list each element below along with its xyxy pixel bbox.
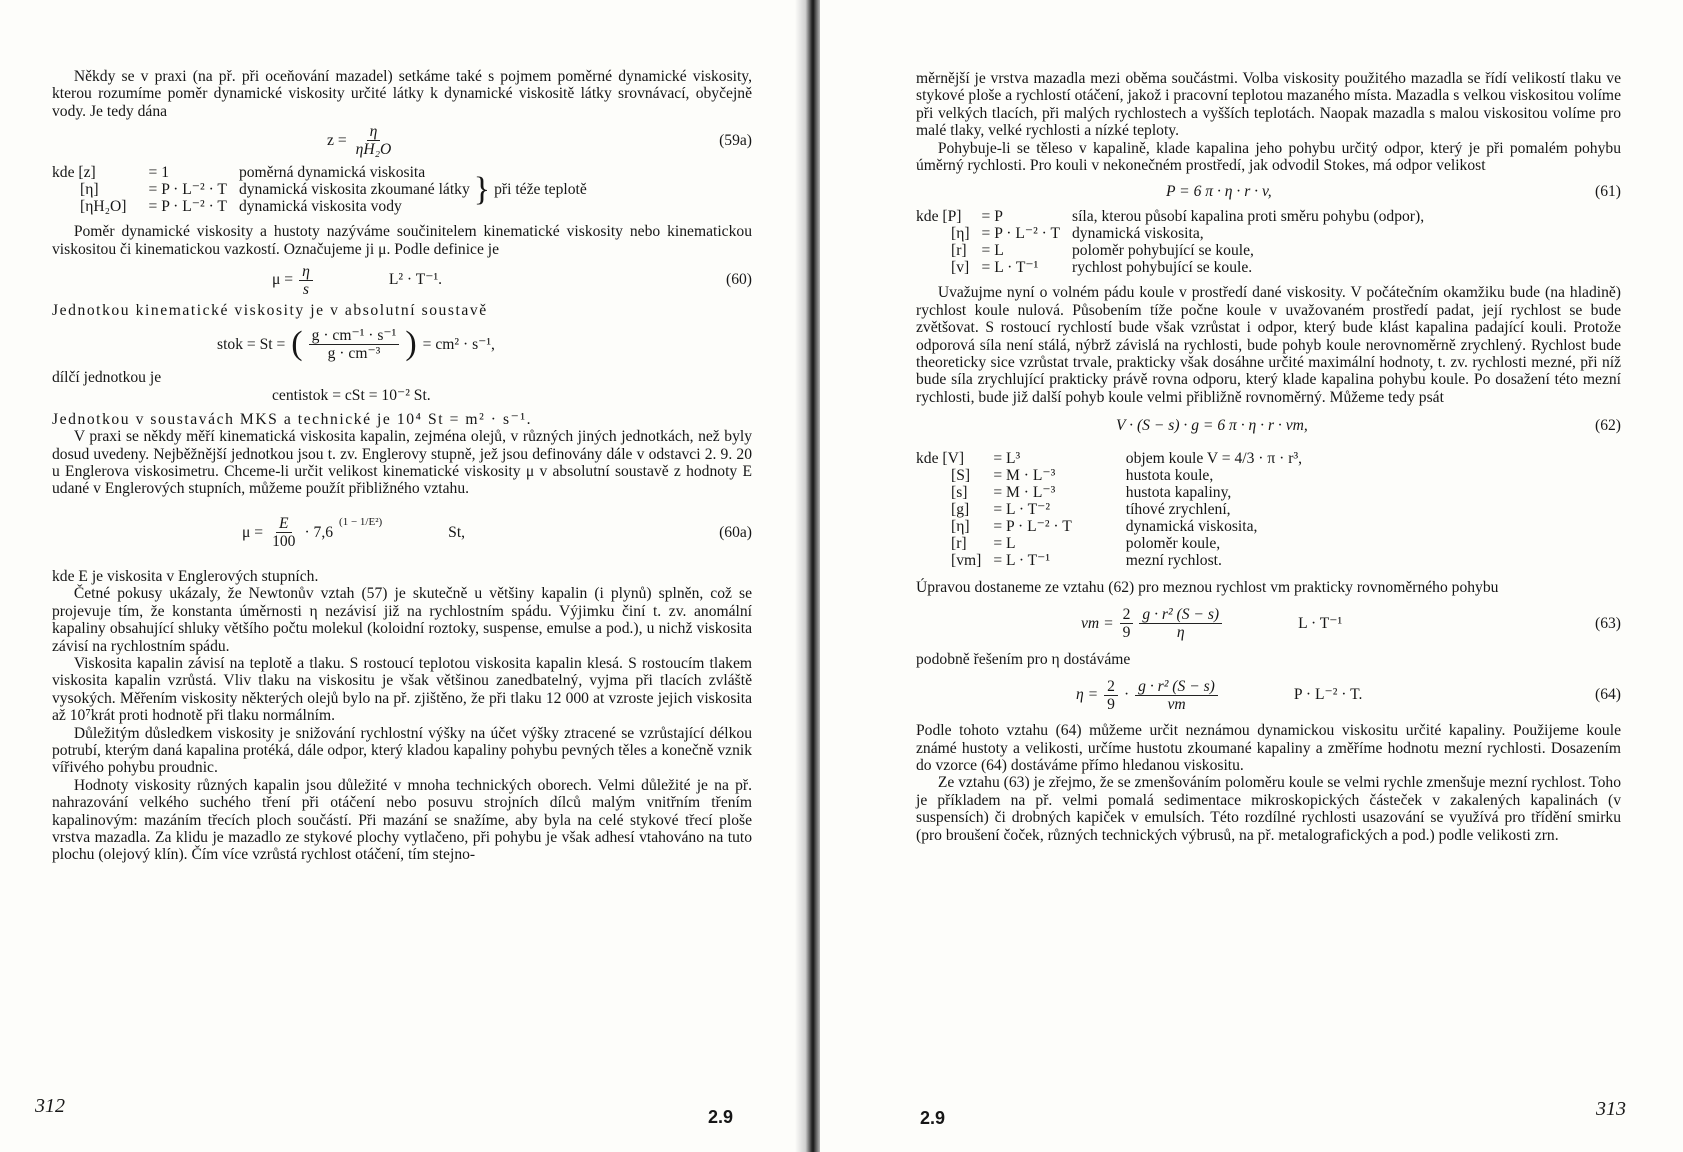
equation-unit: L · T⁻¹ <box>1298 614 1343 632</box>
denominator: ηH₂O <box>355 140 392 158</box>
paragraph: Poměr dynamické viskosity a hustoty nazýváme součinitelem kinematické viskosity nebo kinematickou viskositou či kinematickou vazkostí. Označujeme ji μ. Podle definice je <box>52 223 752 258</box>
paragraph: dílčí jednotkou je <box>52 369 162 387</box>
definitions-59a <box>52 164 752 215</box>
paragraph: Jednotkou v soustavách MKS a technické je 10⁴ St = m² · s⁻¹. <box>52 410 533 428</box>
definition-desc: dynamická viskosita vody <box>238 198 402 216</box>
definition-row <box>916 450 1306 467</box>
section-marker: 2.9 <box>920 1108 946 1128</box>
definition-unit: = P · L⁻² · T <box>148 181 227 199</box>
definition-unit: = P <box>981 208 1003 226</box>
equation-60a <box>52 498 752 568</box>
definition-desc: poloměr koule, <box>1125 535 1221 553</box>
equation-mid: · 7,6 <box>304 524 334 542</box>
definition-symbol: [r] <box>951 242 967 260</box>
definition-row <box>916 535 1306 552</box>
definition-row <box>916 208 1428 225</box>
paren-right: ) <box>405 325 417 363</box>
definition-symbol: kde [z] <box>52 164 96 182</box>
equation-59a <box>52 120 752 160</box>
definition-symbol: [η] <box>951 518 970 536</box>
paragraph: Viskosita kapalin závisí na teplotě a tlaku. S rostoucí teplotou viskosita kapalin klesá. S rostoucím tlakem viskosita kapalin vzrůstá. Vliv tlaku na viskositu je však většinou zanedbatelný, vyjma při tlacích zvláště vysokých. Měřením viskosity některých olejů bylo na př. zjištěno, že při tlaku 12 000 at vzroste jejich viskosita až 10⁷krát proti hodnotě při tlaku normálním. <box>52 654 752 725</box>
fraction <box>1104 678 1118 713</box>
definition-unit: = P · L⁻² · T <box>981 225 1060 243</box>
equation-text: centistok = cSt = 10⁻² St. <box>272 386 431 404</box>
definitions-62 <box>916 450 1306 569</box>
definition-symbol: [r] <box>951 535 967 553</box>
right-page-content <box>916 70 1621 844</box>
equation-lhs: μ = <box>272 271 294 289</box>
definition-symbol: [η] <box>951 225 970 243</box>
paragraph: Hodnoty viskosity různých kapalin jsou důležité v mnoha technických oborech. Velmi důležité je na př. nahrazování velkého suchého tření při otáčení nebo posuvu strojních dílců malým vnitřním třením kapalinovým: mazáním třecích ploch součástí. Při mazání se snažíme, aby byla na celé stykové třecí ploše vrstva mazadla. Za klidu je mazadlo ze stykové plochy vytlačeno, při pohybu je však adhesí vtahováno na tuto plochu (olejový klín). Čím více vzrůstá rychlost otáčení, tím stejno- <box>52 776 752 864</box>
definition-note: při téže teplotě <box>494 181 587 199</box>
definition-unit: = L · T⁻¹ <box>993 552 1051 570</box>
right-page <box>820 0 1683 1152</box>
equation-unit: St, <box>448 524 466 542</box>
equation-lhs: stok = St = <box>217 335 286 353</box>
equation-64: η = $\frac{2}{9}$ · $\frac{\text{g · r² (S − s)}}{vm}$ P · L⁻² · T. (64) <box>1076 677 1621 713</box>
definition-desc: mezní rychlost. <box>1125 552 1222 570</box>
equation-unit: P · L⁻² · T. <box>1293 686 1363 704</box>
definition-row <box>916 501 1306 518</box>
definition-symbol: [g] <box>951 501 970 519</box>
left-page <box>0 0 800 1152</box>
definition-desc: síla, kterou působí kapalina proti směru pohybu (odpor), <box>1072 208 1425 226</box>
paren-left: ( <box>291 325 303 363</box>
numerator: g · r² (S − s) <box>1139 606 1222 624</box>
fraction <box>299 263 313 298</box>
definition-unit: = M · L⁻³ <box>993 467 1056 485</box>
definitions-61 <box>916 208 1428 276</box>
paragraph: Uvažujme nyní o volném pádu koule v prostředí dané viskosity. V počátečním okamžiku bude (na hladině) rychlost koule nulová. Působením tíže počne koule v uvažovaném prostředí padat, její rychlost se bude zvětšovat. S rostoucí rychlostí bude však vzrůstat i odpor, který bude klást kapalina padající kouli. Protože odporová síla není stálá, nýbrž závislá na rychlosti, bude pohyb koule nerovnoměrně zrychlený. Rychlost bude theoreticky sice vzrůstat trvale, prakticky však dosáhne určité maximální hodnoty, t. zv. rychlosti mezné, při níž bude síla zrychlující prakticky právě rovna odporu, který klade kapalina pohybu koule. Po dosažení této mezní rychlosti, bude již další pohyb koule velmi přibližně rovnoměrný. Můžeme tedy psát <box>916 284 1621 406</box>
equation-number: (59a) <box>719 131 752 149</box>
definition-unit: = L · T⁻¹ <box>981 259 1039 277</box>
definition-symbol: kde [P] <box>916 208 962 226</box>
paragraph: Ze vztahu (63) je zřejmo, že se zmenšováním poloměru koule se velmi rychle zmenšuje mezní rychlost. Toho je příkladem na př. velmi pomalá sedimentace mikroskopických částeček v zakalených kapalinách (v suspensích) či drobných kapiček v emulsích. Této rozdílné rychlosti usazování se využívá pro třídění smirku (pro broušení čoček, různých technických výbrusů, na př. metalografických a pod.) podle velikosti zrn. <box>916 774 1621 844</box>
definition-unit: = L³ <box>993 450 1021 468</box>
definition-desc: dynamická viskosita, <box>1125 518 1258 536</box>
paragraph: kde E je viskosita v Englerových stupních. <box>52 567 319 585</box>
equation-number: (61) <box>1595 182 1621 200</box>
brace: } <box>473 170 491 208</box>
definition-unit: = L <box>981 242 1004 260</box>
fraction <box>1139 606 1222 641</box>
page-number: 312 <box>35 1095 65 1117</box>
definition-unit: = L · T⁻² <box>993 501 1051 519</box>
numerator: η <box>299 263 313 281</box>
definition-symbol: [S] <box>951 467 971 485</box>
equation-exponent: (1 − 1/E²) <box>339 516 383 529</box>
fraction <box>1120 606 1134 641</box>
numerator: g · cm⁻¹ · s⁻¹ <box>309 327 400 345</box>
paragraph: Někdy se v praxi (na př. při oceňování mazadel) setkáme také s pojmem poměrné dynamické viskosity, kterou rozumíme poměr dynamické viskosity určité látky k dynamické viskositě látky srovnávací, obyčejně vody. Je tedy dána <box>52 68 752 120</box>
definition-unit: = P · L⁻² · T <box>993 518 1072 536</box>
paragraph: Úpravou dostaneme ze vztahu (62) pro meznou rychlost vm prakticky rovnoměrného pohybu <box>916 579 1499 597</box>
definition-desc: tíhové zrychlení, <box>1125 501 1231 519</box>
definitions-table <box>52 164 474 215</box>
definition-desc: rychlost pohybující se koule. <box>1072 259 1253 277</box>
definition-symbol: kde [V] <box>916 450 965 468</box>
left-page-content <box>52 68 752 864</box>
definition-unit: = P · L⁻² · T <box>148 198 227 216</box>
denominator: g · cm⁻³ <box>327 344 381 362</box>
equation-stok <box>52 319 752 369</box>
definition-row <box>52 198 474 215</box>
equation-60 <box>52 258 752 302</box>
equation-unit: L² · T⁻¹. <box>388 271 443 289</box>
denominator: 9 <box>1122 624 1131 642</box>
equation-text: P = 6 π · η · r · v, <box>1166 182 1272 200</box>
definition-row <box>916 225 1428 242</box>
equation-number: (60) <box>726 271 752 289</box>
equation-number: (62) <box>1595 416 1621 434</box>
equation-number: (64) <box>1595 686 1621 704</box>
denominator: 9 <box>1107 695 1115 713</box>
page-number: 313 <box>1596 1098 1626 1120</box>
equation-rhs: = cm² · s⁻¹, <box>422 335 495 353</box>
denominator: s <box>302 280 309 298</box>
definition-desc: hustota kapaliny, <box>1125 484 1232 502</box>
definition-row <box>52 164 474 181</box>
equation-61 <box>916 174 1621 208</box>
equation-text: V · (S − s) · g = 6 π · η · r · vm, <box>1116 416 1308 434</box>
denominator: η <box>1176 624 1185 642</box>
numerator: η <box>367 123 381 141</box>
definition-unit: = L <box>993 535 1016 553</box>
denominator: vm <box>1167 695 1186 713</box>
equation-number: (60a) <box>719 524 752 542</box>
numerator: E <box>276 515 292 533</box>
definition-desc: objem koule V = 4/3 · π · r³, <box>1125 450 1303 468</box>
paragraph: Četné pokusy ukázaly, že Newtonův vztah (57) je skutečně u většiny kapalin (i plynů) splněn, což se projevuje tím, že konstanta úměrnosti η nezávisí již na rychlostním spádu. Výjimku činí t. zv. anomální kapaliny obsahující shluky většího počtu molekul (koloidní roztoky, suspense, emulse a pod.), u nichž viskosita závisí na rychlostním spádu. <box>52 585 752 655</box>
fraction <box>353 123 395 158</box>
paragraph: V praxi se někdy měří kinematická viskosita kapalin, zejména olejů, v různých jiných jednotkách, než byly dosud uvedeny. Nejběžnější jednotkou jsou t. zv. Englerovy stupně, jež jsou definovány dále v odstavci 2. 9. 20 u Englerova viskosimetru. Chceme-li určit velikost kinematické viskosity μ v absolutní soustavě z hodnoty E udané v Englerových stupních, můžeme použít přibližného vztahu. <box>52 428 752 498</box>
fraction <box>309 327 400 362</box>
equation-lhs: vm = <box>1081 614 1114 632</box>
definition-symbol: [ηH₂O] <box>80 198 127 216</box>
fraction <box>269 515 298 550</box>
paragraph: měrnější je vrstva mazadla mezi oběma součástmi. Volba viskosity použitého mazadla se řídí velikostí tlaku ve stykové ploše a rychlostí otáčení, jakož i pracovní teplotou mazaného místa. Mazadla s velkou viskositou volíme při velkých tlacích, při malých rychlostech a vyšších teplotách. Naopak mazadla s malou viskositou volíme pro malé tlaky, velké rychlosti a nízké teploty. <box>916 70 1621 140</box>
paragraph: Pohybuje-li se těleso v kapalině, klade kapalina jeho pohybu určitý odpor, který je při pomalém pohybu úměrný rychlosti. Pro kouli v nekonečném prostředí, jak odvodil Stokes, má odpor velikost <box>916 139 1621 175</box>
definition-unit: = M · L⁻³ <box>993 484 1056 502</box>
equation-lhs: η = <box>1076 686 1099 704</box>
equation-lhs: μ = <box>242 524 264 542</box>
definition-row <box>916 259 1428 276</box>
fraction <box>1135 678 1218 713</box>
definition-row <box>916 484 1306 501</box>
paragraph: Podle tohoto vztahu (64) můžeme určit neznámou dynamickou viskositu určité kapaliny. Použijeme koule známé hustoty a velikosti, určíme hustotu zkoumané kapaliny a změříme hodnotu mezní rychlosti. Dosazením do vzorce (64) dostáváme přímo hledanou viskositu. <box>916 722 1621 774</box>
numerator: g · r² (S − s) <box>1135 678 1218 696</box>
definition-symbol: [s] <box>951 484 968 502</box>
paragraph: Důležitým důsledkem viskosity je snižování rychlostní výšky na účet výšky ztracené se vzrůstající délkou potrubí, kterým daná kapalina protéká, dále odpor, který kladou kapaliny pohybu pevných těles a konečně vznik vířivého pohybu proudnic. <box>52 724 753 777</box>
paragraph: podobně řešením pro η dostáváme <box>916 650 1131 668</box>
definition-symbol: [v] <box>951 259 970 277</box>
section-marker: 2.9 <box>708 1107 734 1127</box>
definition-desc: dynamická viskosita zkoumané látky <box>238 181 470 199</box>
numerator: 2 <box>1104 678 1118 696</box>
denominator: 100 <box>272 533 296 551</box>
definition-row <box>916 552 1306 569</box>
definition-row <box>916 467 1306 484</box>
equation-63 <box>916 597 1621 651</box>
definition-desc: poměrná dynamická viskosita <box>238 164 426 182</box>
definition-row <box>916 242 1428 259</box>
numerator: 2 <box>1120 606 1134 624</box>
definition-desc: poloměr pohybující se koule, <box>1072 242 1254 260</box>
paragraph: Jednotkou kinematické viskosity je v absolutní soustavě <box>52 302 488 320</box>
equation-lhs: z = <box>327 131 347 149</box>
definition-desc: hustota koule, <box>1125 467 1214 485</box>
equation-number: (63) <box>1595 614 1621 632</box>
definition-unit: = 1 <box>148 164 169 182</box>
definition-row <box>916 518 1306 535</box>
definition-desc: dynamická viskosita, <box>1072 225 1204 243</box>
equation-62 <box>916 406 1621 444</box>
definition-symbol: [vm] <box>951 552 982 570</box>
definition-row <box>52 181 474 198</box>
equation-cst <box>52 387 752 411</box>
definition-symbol: [η] <box>80 181 99 199</box>
